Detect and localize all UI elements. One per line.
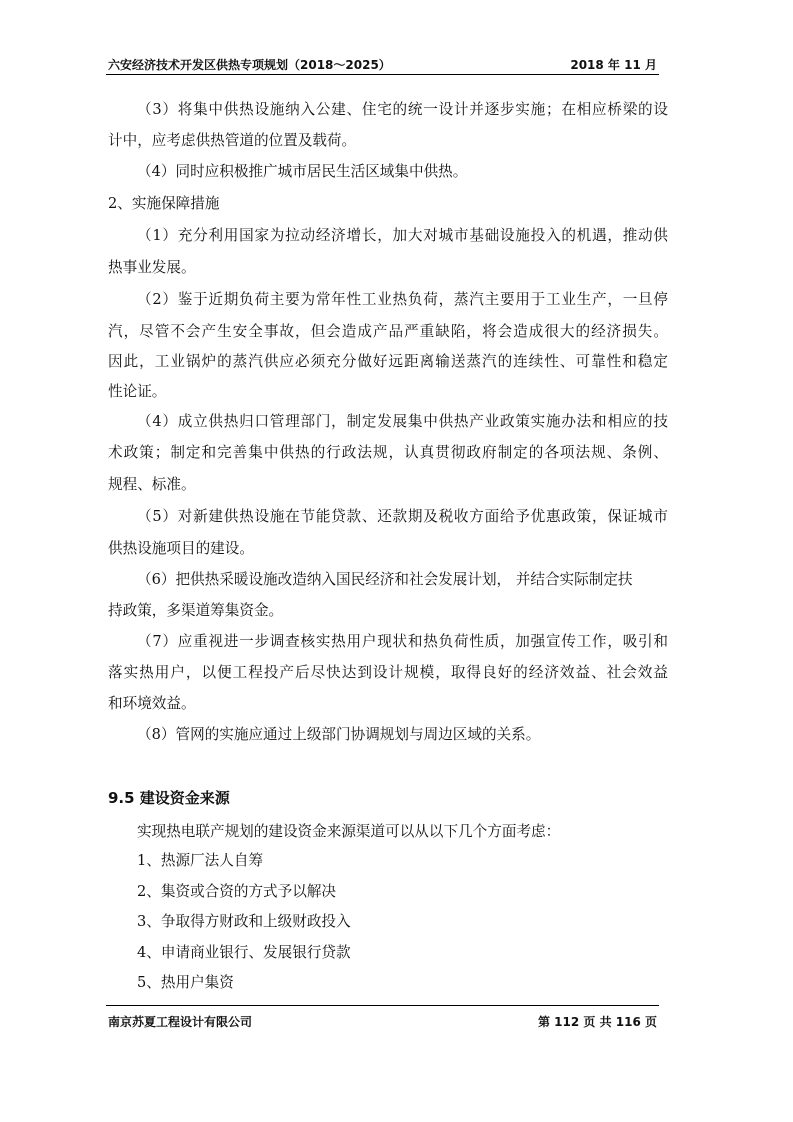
paragraph-line: （2）鉴于近期负荷主要为常年性工业热负荷，蒸汽主要用于工业生产，一旦停	[137, 291, 668, 308]
header-date: 2018 年 11 月	[570, 58, 657, 72]
paragraph-line: 因此，工业锅炉的蒸汽供应必须充分做好远距离输送蒸汽的连续性、可靠性和稳定	[108, 353, 668, 370]
paragraph-line: 供热设施项目的建设。	[108, 540, 254, 557]
page-header	[106, 54, 659, 75]
paragraph-line: 规程、标准。	[108, 476, 196, 493]
list-item: 3、争取得方财政和上级财政投入	[137, 913, 351, 930]
paragraph-line: （1）充分利用国家为拉动经济增长，加大对城市基础设施投入的机遇，推动供	[137, 227, 668, 244]
paragraph-line: （5）对新建供热设施在节能贷款、还款期及税收方面给予优惠政策，保证城市	[137, 508, 668, 525]
paragraph-line: 持政策，多渠道筹集资金。	[108, 602, 284, 619]
paragraph-line: 和环境效益。	[108, 695, 196, 712]
section-intro: 实现热电联产规划的建设资金来源渠道可以从以下几个方面考虑：	[137, 823, 561, 840]
footer-company: 南京苏夏工程设计有限公司	[108, 1015, 253, 1029]
paragraph-line: 性论证。	[108, 383, 167, 400]
list-item: 1、热源厂法人自筹	[137, 852, 264, 869]
list-item: 2、集资或合资的方式予以解决	[137, 883, 337, 900]
list-item: 5、热用户集资	[137, 974, 234, 991]
page-number: 第 112 页 共 116 页	[538, 1015, 657, 1029]
header-title: 六安经济技术开发区供热专项规划（2018～2025）	[108, 58, 391, 72]
paragraph-line: （7）应重视进一步调查核实热用户现状和热负荷性质，加强宣传工作，吸引和	[137, 633, 668, 650]
subheading: 2、实施保障措施	[108, 195, 220, 212]
paragraph-line: （4）同时应积极推广城市居民生活区域集中供热。	[137, 163, 468, 180]
list-item: 4、申请商业银行、发展银行贷款	[137, 944, 351, 961]
paragraph-line: 汽，尽管不会产生安全事故，但会造成产品严重缺陷，将会造成很大的经济损失。	[108, 323, 668, 340]
paragraph-line: 落实热用户，以便工程投产后尽快达到设计规模，取得良好的经济效益、社会效益	[108, 664, 668, 681]
paragraph-line: （6）把供热采暖设施改造纳入国民经济和社会发展计划， 并结合实际制定扶	[137, 571, 633, 588]
section-heading: 9.5 建设资金来源	[108, 789, 230, 807]
page-footer	[106, 1005, 659, 1033]
paragraph-line: 热事业发展。	[108, 259, 196, 276]
paragraph-line: 术政策；制定和完善集中供热的行政法规，认真贯彻政府制定的各项法规、条例、	[108, 444, 668, 461]
paragraph-line: 计中，应考虑供热管道的位置及载荷。	[108, 132, 357, 149]
paragraph-line: （8）管网的实施应通过上级部门协调规划与周边区域的关系。	[137, 726, 541, 743]
paragraph-line: （4）成立供热归口管理部门，制定发展集中供热产业政策实施办法和相应的技	[137, 413, 668, 430]
paragraph-line: （3）将集中供热设施纳入公建、住宅的统一设计并逐步实施；在相应桥梁的设	[137, 101, 668, 118]
